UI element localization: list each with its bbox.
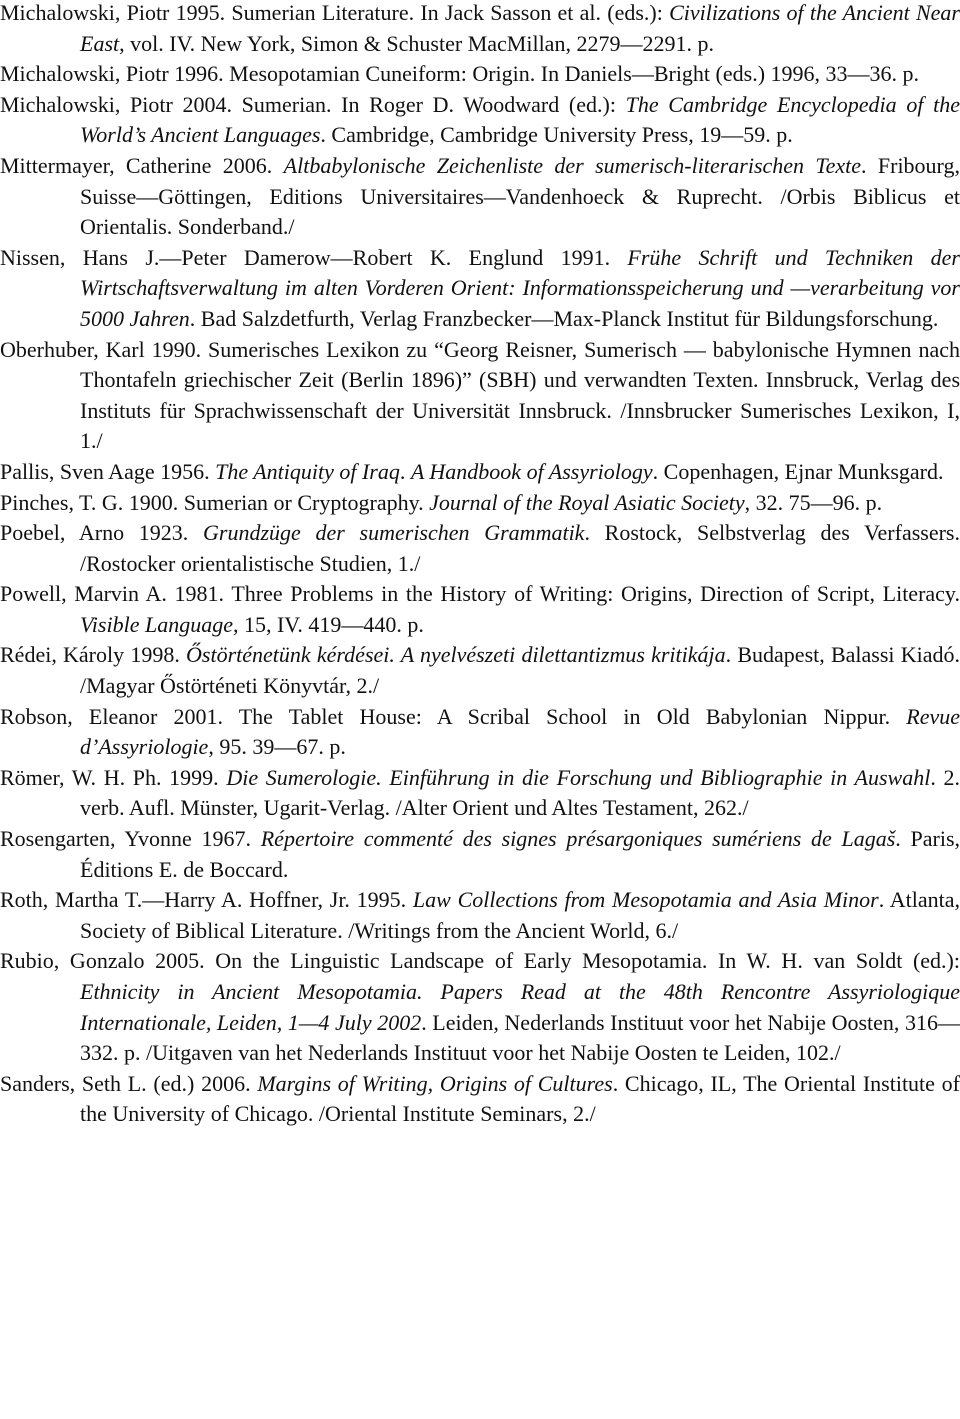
bibliography-entry-mittermayer-2006: [0, 151, 960, 243]
entry-title-italic: Margins of Writing, Origins of Cultures: [257, 1070, 613, 1096]
entry-title-italic: Civilizations of the Ancient Near East: [80, 0, 960, 56]
entry-text: Powell, Marvin A. 1981. Three Problems in the History of Writing: Origins, Direction of Script, Literacy.: [0, 581, 960, 607]
entry-title-italic: Die Sumerologie. Einführung in die Forschung und Bibliographie in Auswahl: [226, 764, 931, 790]
entry-text: . Budapest, Balassi Kiadó. /Magyar Őstörténeti Könyvtár, 2./: [80, 642, 960, 699]
entry-text: Poebel, Arno 1923.: [0, 520, 204, 546]
entry-text: Pinches, T. G. 1900. Sumerian or Cryptography.: [0, 489, 430, 515]
entry-text: . Leiden, Nederlands Instituut voor het Nabije Oosten, 316—332. p. /Uitgaven van het Nederlands Instituut voor het Nabije Oosten te Leiden, 102./: [80, 1009, 960, 1066]
entry-title-italic: Journal of the Royal Asiatic Society: [429, 489, 745, 515]
entry-text: , 15, IV. 419—440. p.: [232, 611, 424, 637]
entry-title-italic: Revue d’Assyriologie: [80, 703, 960, 760]
entry-text: Oberhuber, Karl 1990. Sumerisches Lexikon zu “Georg Reisner, Sumerisch — babylonische Hymnen nach Thontafeln griechischer Zeit (Berlin 1896)” (SBH) und verwandten Texten. Innsbruck, Verlag des Instituts für Sprachwissenschaft der Universität Innsbruck. /Innsbrucker Sumerisches Lexikon, I, 1./: [0, 336, 960, 454]
entry-title-italic: Frühe Schrift und Techniken der Wirtschaftsverwaltung im alten Vorderen Orient: Informationsspeicherung und —verarbeitung vor 5000 Jahren: [80, 244, 960, 331]
entry-text: Rosengarten, Yvonne 1967.: [0, 826, 261, 852]
entry-title-italic: Ethnicity in Ancient Mesopotamia. Papers Read at the 48th Rencontre Assyriologique Internationale, Leiden, 1—4 July 2002: [80, 979, 960, 1035]
entry-text: . Atlanta, Society of Biblical Literature. /Writings from the Ancient World, 6./: [80, 887, 960, 943]
entry-title-italic: Őstörténetünk kérdései. A nyelvészeti dilettantizmus kritikája: [186, 642, 726, 668]
entry-title-italic: Grundzüge der sumerischen Grammatik: [203, 520, 585, 546]
entry-text: Michalowski, Piotr 1995. Sumerian Literature. In Jack Sasson et al. (eds.):: [0, 0, 670, 25]
bibliography-entry-pallis-1956: [0, 457, 960, 488]
bibliography-entry-nissen-1991: [0, 243, 960, 335]
entry-text: , 95. 39—67. p.: [208, 734, 346, 760]
bibliography-entry-redei-1998: [0, 640, 960, 701]
entry-title-italic: Répertoire commenté des signes présargoniques sumériens de Lagaš: [260, 826, 896, 852]
bibliography-entry-rosengarten-1967: [0, 824, 960, 885]
entry-text: . Cambridge, Cambridge University Press, 19—59. p.: [320, 122, 793, 148]
entry-title-italic: A Handbook of Assyriology: [410, 458, 653, 484]
entry-text: . Bad Salzdetfurth, Verlag Franzbecker—Max-Planck Institut für Bildungsforschung.: [189, 305, 939, 331]
entry-text: . 2. verb. Aufl. Münster, Ugarit-Verlag. /Alter Orient und Altes Testament, 262./: [80, 764, 960, 821]
bibliography-entry-rubio-2005: [0, 946, 960, 1068]
bibliography-entry-michalowski-2004: [0, 90, 960, 151]
entry-text: Nissen, Hans J.—Peter Damerow—Robert K. Englund 1991.: [0, 244, 628, 270]
entry-text: Sanders, Seth L. (ed.) 2006.: [0, 1070, 258, 1096]
bibliography-entry-roth-1995: [0, 885, 960, 946]
bibliography-entry-robson-2001: [0, 702, 960, 763]
entry-title-italic: Law Collections from Mesopotamia and Asia Minor: [412, 887, 879, 913]
bibliography-entry-powell-1981: [0, 579, 960, 640]
entry-text: .: [399, 458, 411, 484]
entry-text: Römer, W. H. Ph. 1999.: [0, 764, 227, 790]
entry-text: Michalowski, Piotr 2004. Sumerian. In Roger D. Woodward (ed.):: [0, 91, 626, 117]
entry-text: . Rostock, Selbstverlag des Verfassers. /Rostocker orientalistische Studien, 1./: [80, 520, 960, 576]
entry-text: Rubio, Gonzalo 2005. On the Linguistic Landscape of Early Mesopotamia. In W. H. van Soldt (ed.):: [0, 948, 960, 974]
bibliography-entry-pinches-1900: [0, 488, 960, 519]
entry-text: . Paris, Éditions E. de Boccard.: [80, 826, 960, 882]
entry-text: Mittermayer, Catherine 2006.: [0, 152, 284, 178]
entry-text: Rédei, Károly 1998.: [0, 642, 187, 668]
bibliography-entry-sanders-2006: [0, 1069, 960, 1130]
entry-title-italic: Visible Language: [80, 611, 233, 637]
entry-text: , 32. 75—96. p.: [744, 489, 883, 515]
entry-text: . Chicago, IL, The Oriental Institute of the University of Chicago. /Oriental Institute Seminars, 2./: [80, 1070, 960, 1127]
entry-text: Michalowski, Piotr 1996. Mesopotamian Cuneiform: Origin. In Daniels—Bright (eds.) 1996, 33—36. p.: [0, 61, 920, 87]
bibliography-entry-oberhuber-1990: [0, 335, 960, 457]
entry-title-italic: The Cambridge Encyclopedia of the World’s Ancient Languages: [80, 91, 960, 148]
entry-text: Roth, Martha T.—Harry A. Hoffner, Jr. 1995.: [0, 887, 413, 913]
bibliography-entry-michalowski-1996: [0, 59, 960, 90]
bibliography-entry-poebel-1923: [0, 518, 960, 579]
entry-text: . Fribourg, Suisse—Göttingen, Editions Universitaires—Vandenhoeck & Ruprecht. /Orbis Biblicus et Orientalis. Sonderband./: [80, 152, 960, 240]
entry-title-italic: Altbabylonische Zeichenliste der sumerisch-literarischen Texte: [283, 152, 862, 178]
bibliography-entry-michalowski-1995: [0, 0, 960, 59]
entry-text: Pallis, Sven Aage 1956.: [0, 458, 216, 484]
entry-text: . Copenhagen, Ejnar Munksgard.: [652, 458, 944, 484]
entry-title-italic: The Antiquity of Iraq: [215, 458, 400, 484]
bibliography-entry-romer-1999: [0, 763, 960, 824]
entry-text: Robson, Eleanor 2001. The Tablet House: A Scribal School in Old Babylonian Nippur.: [0, 703, 907, 729]
entry-text: , vol. IV. New York, Simon & Schuster MacMillan, 2279—2291. p.: [119, 30, 714, 56]
